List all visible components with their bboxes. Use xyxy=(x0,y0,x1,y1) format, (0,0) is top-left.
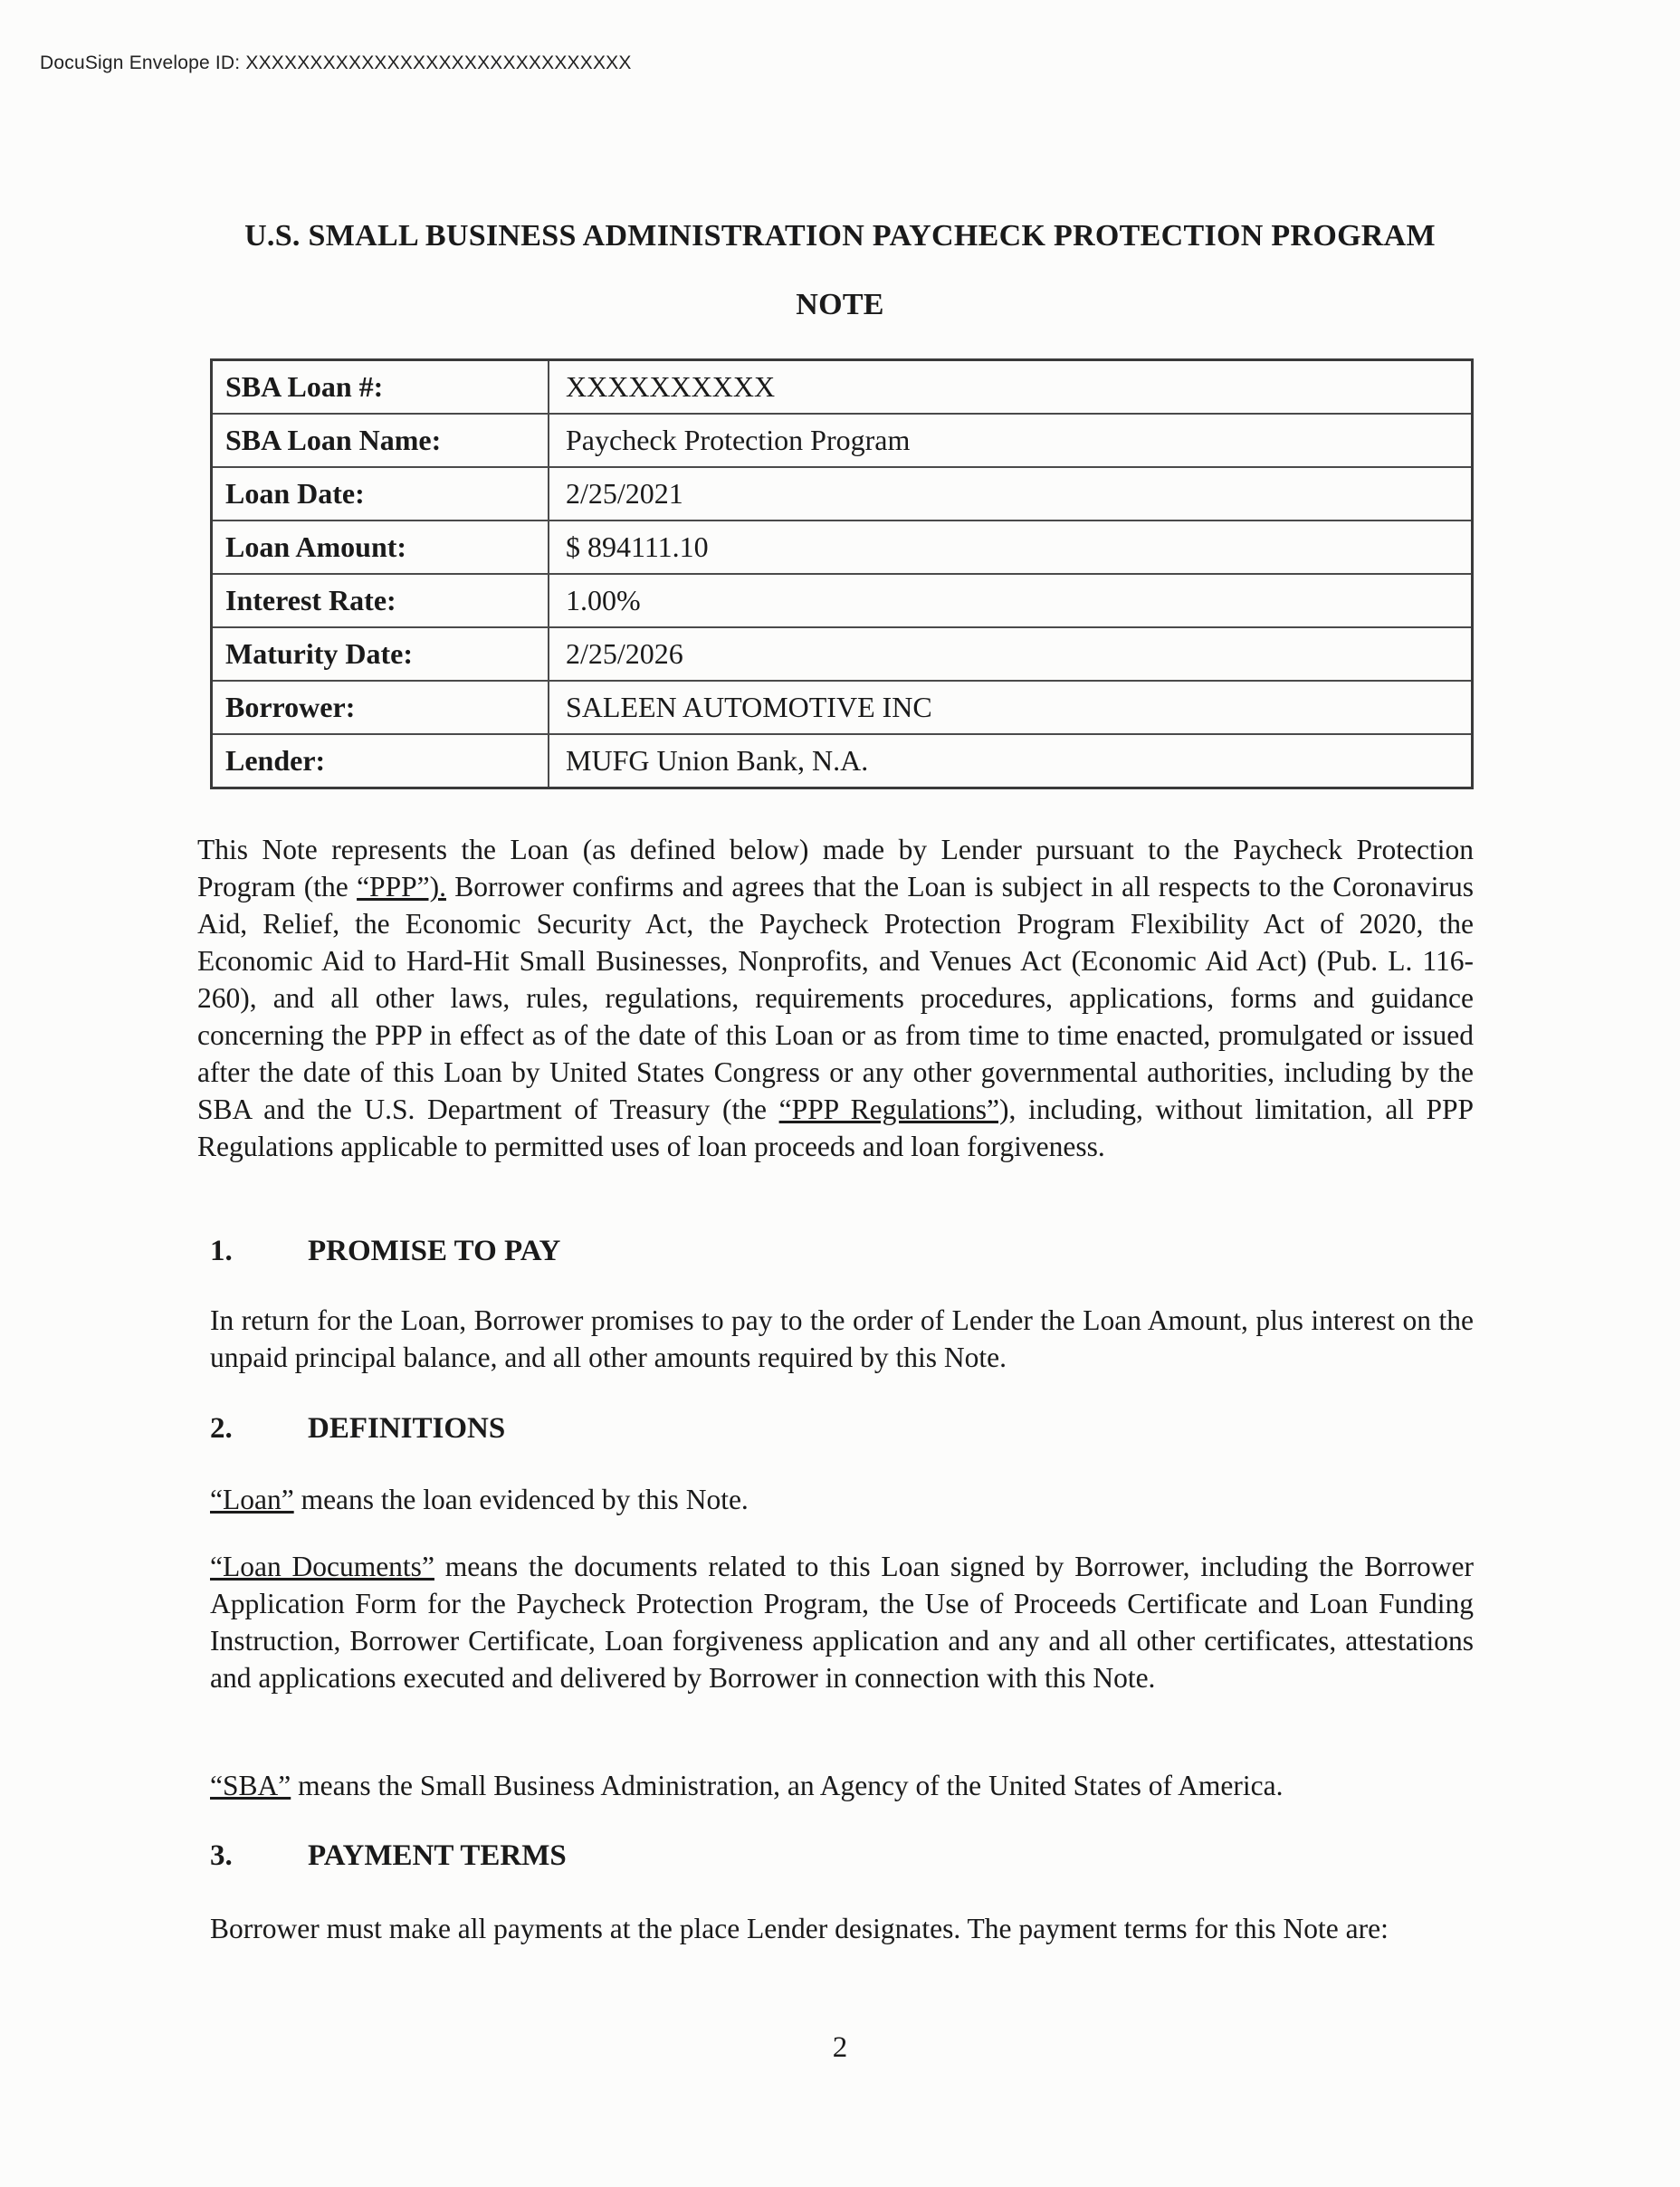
section-title: PAYMENT TERMS xyxy=(308,1839,567,1872)
section-title: DEFINITIONS xyxy=(308,1412,506,1445)
payment-terms-paragraph: Borrower must make all payments at the place Lender designates. The payment terms for this Note are: xyxy=(210,1913,1389,1944)
document-subtitle: NOTE xyxy=(796,288,884,321)
intro-text: Borrower confirms and agrees that the Loan is subject in all respects to the Coronavirus Aid, Relief, the Economic Security Act, the Paycheck Protection Program Flexibility Act of 2020, the Economic Aid to Hard-Hit Small Businesses, Nonprofits, and Venues Act (Economic Aid Act) (Pub. L. 116-260), and all other laws, rules, regulations, requirements procedures, applications, forms and guidance concerning the PPP in effect as of the date of this Loan or as from time to time enacted, promulgated or issued after the date of this Loan by United States Congress or any other governmental authorities, including by the SBA and the U.S. Department of Treasury (the xyxy=(197,871,1474,1125)
table-label: Loan Date: xyxy=(212,467,549,520)
section-heading-definitions xyxy=(210,1412,505,1446)
table-value: Paycheck Protection Program xyxy=(549,414,1473,467)
table-value: XXXXXXXXXX xyxy=(549,360,1473,415)
definition-text: means the documents related to this Loan signed by Borrower, including the Borrower Application Form for the Paycheck Protection Program, the Use of Proceeds Certificate and Loan Funding Instruction, Borrower Certificate, Loan forgiveness application and any and all other certificates, attestations and applications executed and delivered by Borrower in connection with this Note. xyxy=(210,1551,1474,1694)
table-value: $ 894111.10 xyxy=(549,520,1473,574)
ppp-regulations-term: “PPP Regulations”), xyxy=(778,1094,1017,1125)
promise-to-pay-paragraph: In return for the Loan, Borrower promises to pay to the order of Lender the Loan Amount, plus interest on the unpaid principal balance, and all other amounts required by this Note. xyxy=(210,1304,1474,1373)
defined-term: “SBA” xyxy=(210,1770,291,1801)
table-row xyxy=(212,681,1473,734)
table-label: Lender: xyxy=(212,734,549,788)
table-value: 2/25/2026 xyxy=(549,627,1473,681)
section-heading-payment-terms xyxy=(210,1839,567,1873)
loan-details-table xyxy=(210,358,1474,789)
intro-text: including, without limitation, all PPP Regulations applicable to permitted uses of loan proceeds and loan forgiveness. xyxy=(197,1094,1475,1162)
table-value: 2/25/2021 xyxy=(549,467,1473,520)
intro-paragraph xyxy=(197,831,1474,1165)
table-label: Loan Amount: xyxy=(212,520,549,574)
ppp-term: “PPP”). xyxy=(357,871,446,902)
docusign-envelope-id: DocuSign Envelope ID: XXXXXXXXXXXXXXXXXXXXXXXXXXXXXX xyxy=(40,53,632,73)
table-value: SALEEN AUTOMOTIVE INC xyxy=(549,681,1473,734)
table-value: MUFG Union Bank, N.A. xyxy=(549,734,1473,788)
section-number: 2. xyxy=(210,1412,233,1445)
section-title: PROMISE TO PAY xyxy=(308,1235,561,1267)
table-label: Borrower: xyxy=(212,681,549,734)
definition-loan-documents xyxy=(210,1548,1474,1696)
definition-sba xyxy=(210,1767,1474,1804)
defined-term: “Loan” xyxy=(210,1484,294,1515)
table-label: SBA Loan Name: xyxy=(212,414,549,467)
document-title: U.S. SMALL BUSINESS ADMINISTRATION PAYCHECK PROTECTION PROGRAM xyxy=(244,219,1436,253)
section-number: 1. xyxy=(210,1235,233,1267)
section-number: 3. xyxy=(210,1839,233,1872)
table-label: SBA Loan #: xyxy=(212,360,549,415)
table-row xyxy=(212,414,1473,467)
definition-text: means the Small Business Administration, an Agency of the United States of America. xyxy=(291,1770,1284,1801)
table-row xyxy=(212,360,1473,415)
table-label: Interest Rate: xyxy=(212,574,549,627)
section-heading-promise-to-pay xyxy=(210,1235,560,1268)
table-row xyxy=(212,574,1473,627)
table-row xyxy=(212,467,1473,520)
definition-text: means the loan evidenced by this Note. xyxy=(293,1484,749,1515)
table-row xyxy=(212,520,1473,574)
table-value: 1.00% xyxy=(549,574,1473,627)
table-row xyxy=(212,627,1473,681)
table-label: Maturity Date: xyxy=(212,627,549,681)
page-number: 2 xyxy=(832,2031,848,2064)
defined-term: “Loan Documents” xyxy=(210,1551,434,1582)
intro-text: This Note represents the Loan (as defined below) made by Lender pursuant to the Paycheck Protection Program (the xyxy=(197,834,1474,902)
table-row xyxy=(212,734,1473,788)
definition-loan xyxy=(210,1481,1474,1518)
